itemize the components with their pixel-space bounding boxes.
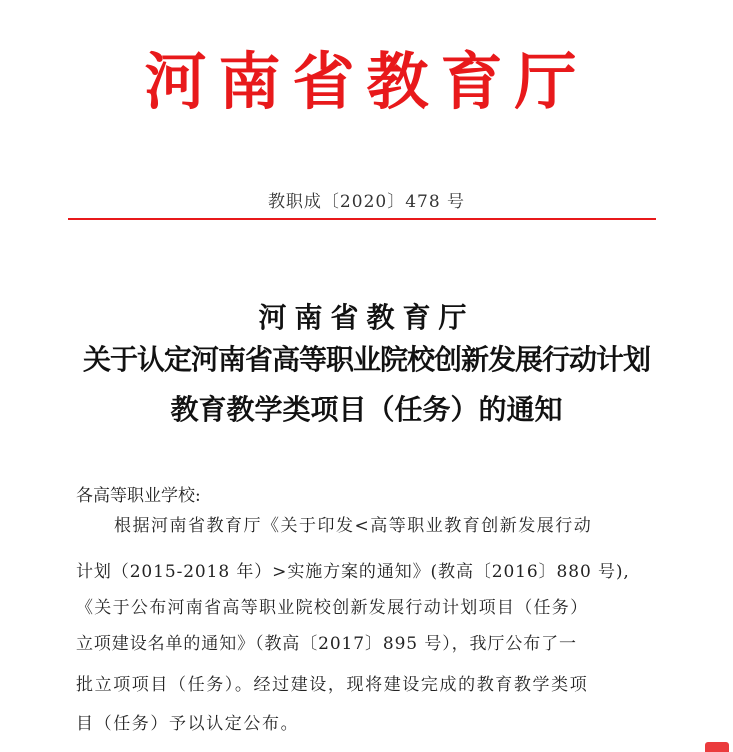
corner-mark-icon [705, 742, 729, 752]
doc-title-line-1: 河南省教育厅 [258, 301, 475, 334]
body-line: 批立项项目（任务）。经过建设，现将建设完成的教育教学类项 [76, 675, 589, 695]
body-line: 计划（2015-2018 年）>实施方案的通知》(教高〔2016〕880 号), [76, 562, 630, 582]
doc-title-line-3: 教育教学类项目（任务）的通知 [170, 393, 563, 426]
salutation: 各高等职业学校: [76, 486, 201, 506]
document-number: 教职成〔2020〕478 号 [267, 192, 466, 212]
org-header-title: 河南省教育厅 [144, 45, 589, 118]
body-line: 目（任务）予以认定公布。 [76, 714, 300, 734]
body-line: 立项建设名单的通知》（教高〔2017〕895 号），我厅公布了一 [76, 634, 577, 654]
body-line: 《关于公布河南省高等职业院校创新发展行动计划项目（任务） [76, 598, 589, 618]
red-divider [68, 218, 656, 220]
doc-title-line-2: 关于认定河南省高等职业院校创新发展行动计划 [82, 343, 650, 376]
body-line: 根据河南省教育厅《关于印发<高等职业教育创新发展行动 [114, 516, 593, 536]
